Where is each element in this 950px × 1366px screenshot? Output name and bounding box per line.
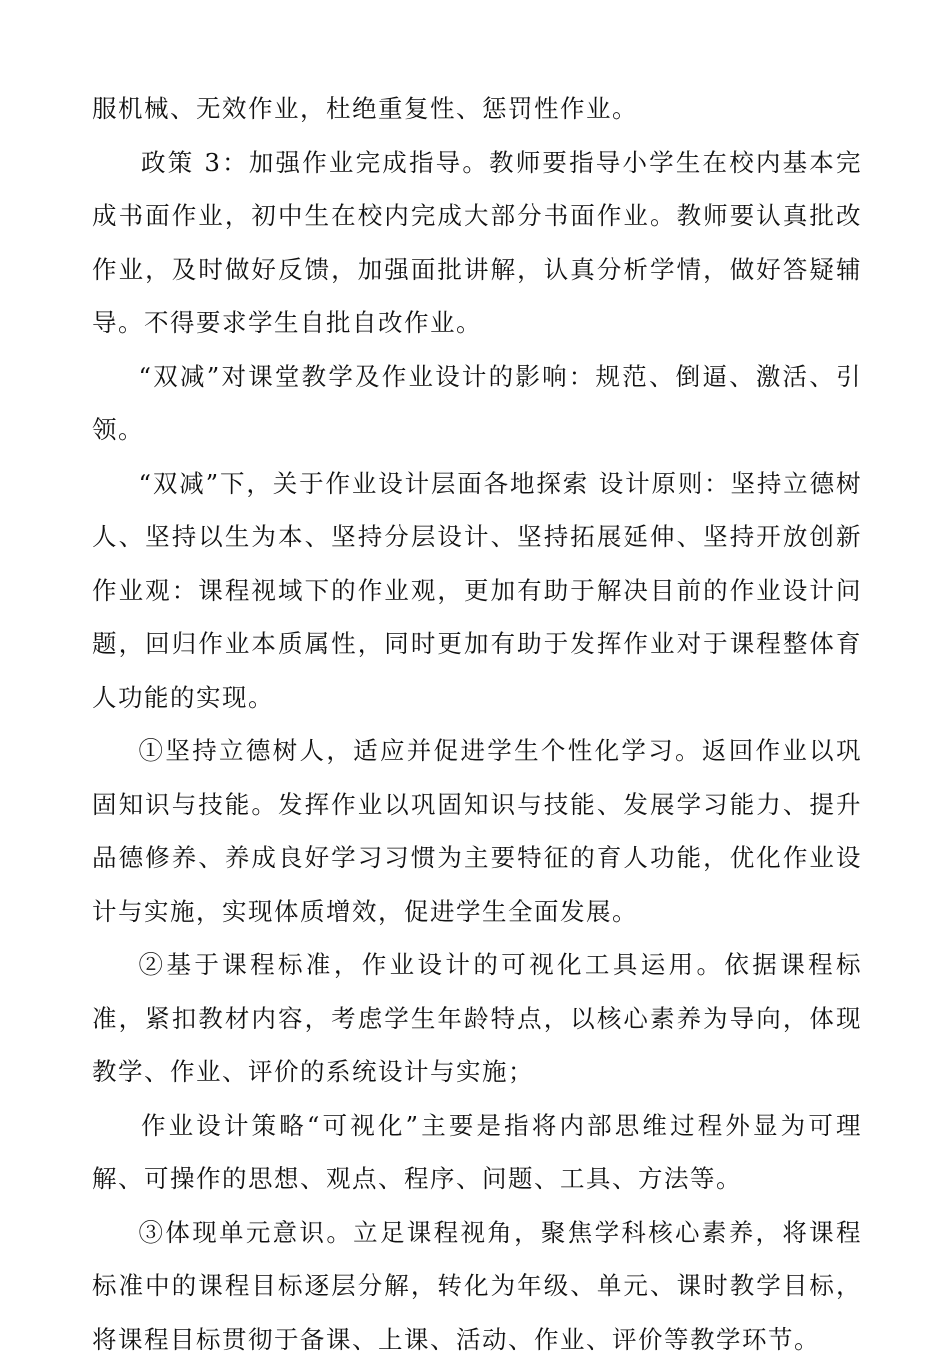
paragraph-point-2: ②基于课程标准，作业设计的可视化工具运用。依据课程标准，紧扣教材内容，考虑学生年龄特点，以核心素养为导向，体现教学、作业、评价的系统设计与实施；: [92, 938, 862, 1099]
document-body: [92, 82, 862, 1366]
paragraph-policy-3: 政策 3：加强作业完成指导。教师要指导小学生在校内基本完成书面作业，初中生在校内完成大部分书面作业。教师要认真批改作业，及时做好反馈，加强面批讲解，认真分析学情，做好答疑辅导。不得要求学生自批自改作业。: [92, 136, 862, 350]
paragraph-continuation: 服机械、无效作业，杜绝重复性、惩罚性作业。: [92, 82, 862, 136]
paragraph-design-principles: “双减”下，关于作业设计层面各地探索 设计原则：坚持立德树人、坚持以生为本、坚持分层设计、坚持拓展延伸、坚持开放创新作业观：课程视域下的作业观，更加有助于解决目前的作业设计问题，回归作业本质属性，同时更加有助于发挥作业对于课程整体育人功能的实现。: [92, 457, 862, 725]
paragraph-double-reduction-impact: “双减”对课堂教学及作业设计的影响：规范、倒逼、激活、引领。: [92, 350, 862, 457]
paragraph-visualization-strategy: 作业设计策略“可视化”主要是指将内部思维过程外显为可理解、可操作的思想、观点、程序、问题、工具、方法等。: [92, 1099, 862, 1206]
paragraph-point-1: ①坚持立德树人，适应并促进学生个性化学习。返回作业以巩固知识与技能。发挥作业以巩固知识与技能、发展学习能力、提升品德修养、养成良好学习习惯为主要特征的育人功能，优化作业设计与实施，实现体质增效，促进学生全面发展。: [92, 724, 862, 938]
paragraph-point-3: ③体现单元意识。立足课程视角，聚焦学科核心素养，将课程标准中的课程目标逐层分解，转化为年级、单元、课时教学目标，将课程目标贯彻于备课、上课、活动、作业、评价等教学环节。: [92, 1206, 862, 1366]
